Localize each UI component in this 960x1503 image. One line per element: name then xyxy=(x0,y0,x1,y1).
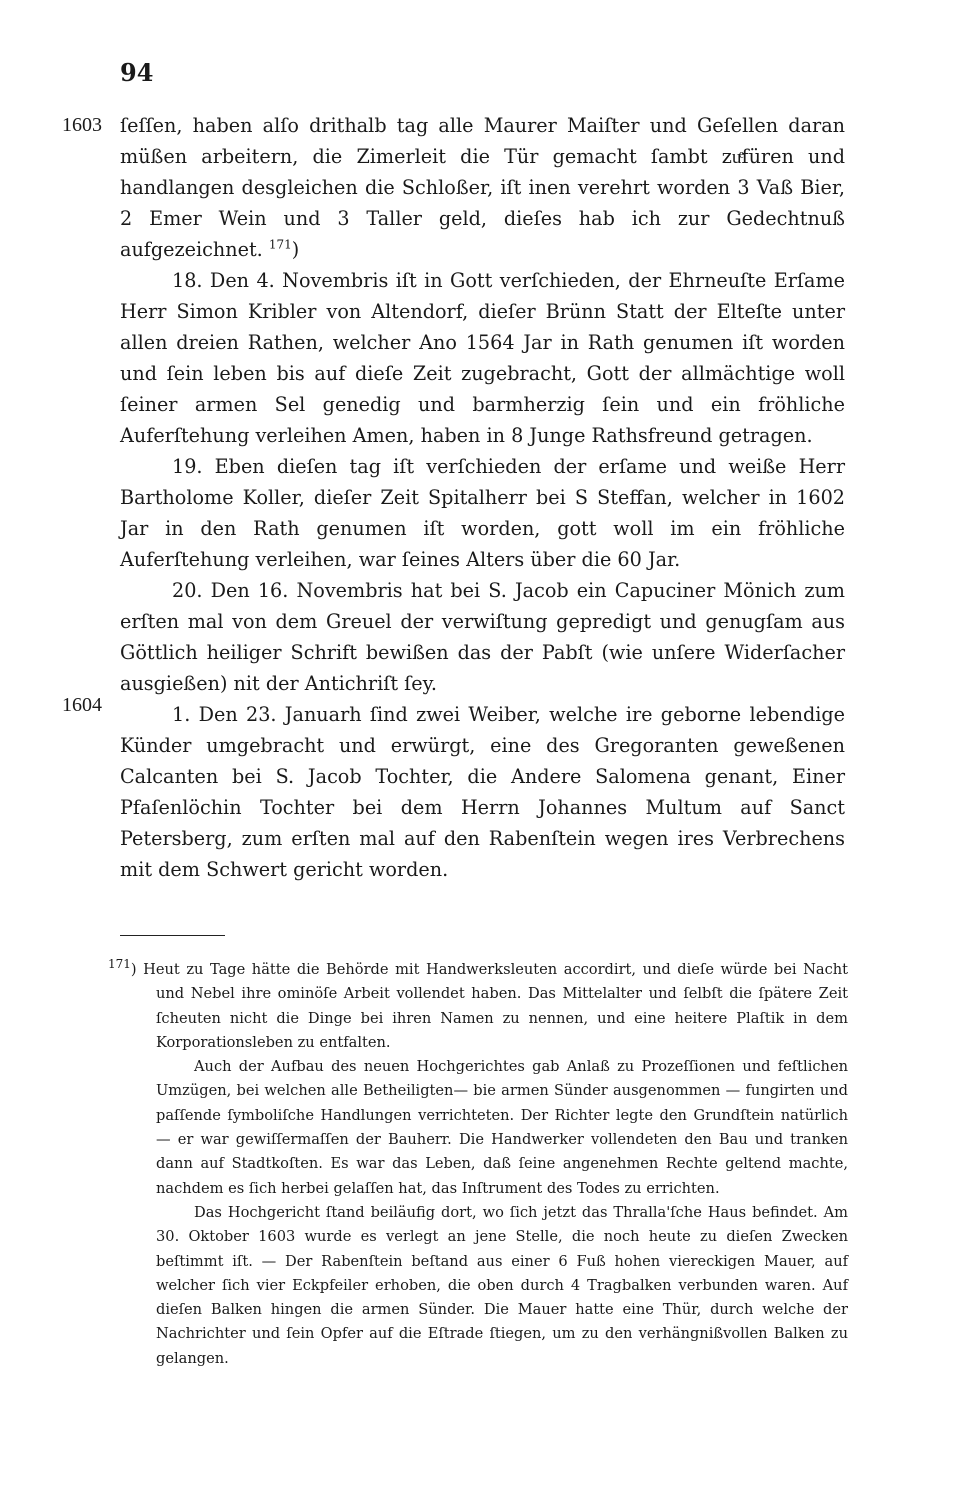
footnote-paragraph-2: Auch der Aufbau des neuen Hochgerichtes gab Anlaß zu Prozeſſionen und feſtlichen Umzügen, bei welchen alle Betheiligten— bie armen Sünder ausgenommen — fungirten und paſſende ſymboliſche Handlungen verrichteten. Der Richter legte den Grundſtein natürlich — er war gewiſſermaſſen der Bauherr. Die Handwerker vollendeten den Bau und tranken dann auf Stadtkoſten. Es war das Leben, daß ſeine angenehmen Rechte geltend machte, nachdem es ſich herbei gelaſſen hat, das Inſtrument des Todes zu errichten. xyxy=(156,1058,848,1197)
paragraph-continuation xyxy=(120,110,845,265)
footnotes xyxy=(108,958,848,1371)
paragraph-entry-19: 19. Eben dieſen tag iſt verſchieden der erſame und weiße Herr Bartholome Koller, dieſer Zeit Spitalherr bei S Steffan, welcher in 1602 Jar in den Rath genumen iſt worden, gott woll im ein fröhliche Auferſtehung verleihen, war ſeines Alters über die 60 Jar. xyxy=(120,455,845,571)
main-text xyxy=(120,110,845,885)
footnote-text: Heut zu Tage hätte die Behörde mit Handwerksleuten accordirt, und dieſe würde bei Nacht und Nebel ihre ominöſe Arbeit vollendet haben. Das Mittelalter und ſelbſt die ſpätere Zeit ſcheuten nicht die Dinge bei ihren Namen zu nennen, und eine heitere Plaſtik in dem Korporationsleben zu entfalten. xyxy=(143,961,849,1051)
footnote-marker: 171 xyxy=(108,957,131,972)
footnote-171 xyxy=(108,958,848,1055)
margin-year-1604: 1604 xyxy=(62,694,102,716)
footnote-marker-bracket: ) xyxy=(130,961,137,978)
footnote-divider xyxy=(120,935,225,936)
footnote-reference: 171 xyxy=(268,237,292,252)
paragraph-text: ſeſſen, haben alſo drithalb tag alle Maurer Maiſter und Geſellen daran müßen arbeitern, die Zimerleit die Tür gemacht ſambt zuͤfüren und handlangen desgleichen die Schloßer, iſt inen verehrt worden 3 Vaß Bier, 2 Emer Wein und 3 Taller geld, dieſes hab ich zur Gedechtnuß aufgezeichnet. xyxy=(120,114,845,261)
paragraph-entry-1604-1: 1. Den 23. Januarh ſind zwei Weiber, welche ire geborne lebendige Künder umgebracht und erwürgt, eine des Gregoranten geweßenen Calcanten bei S. Jacob Tochter, die Andere Salomena genant, Einer Pfaſenlöchin Tochter bei dem Herrn Johannes Multum auf Sanct Petersberg, zum erſten mal auf den Rabenſtein wegen ires Verbrechens mit dem Schwert gericht worden. xyxy=(120,703,845,881)
paragraph-entry-20: 20. Den 16. Novembris hat bei S. Jacob ein Capuciner Mönich zum erſten mal von dem Greuel der verwiſtung gepredigt und genugſam aus Göttlich heiliger Schrift bewißen das der Pabſt (wie unſere Widerſacher ausgießen) nit der Antichriſt ſey. xyxy=(120,579,845,695)
page-number: 94 xyxy=(120,58,154,87)
footnote-paragraph-3: Das Hochgericht ſtand beiläufig dort, wo ſich jetzt das Thralla'ſche Haus befindet. Am 30. Oktober 1603 wurde es verlegt an jene Stelle, die noch heute zu dieſen Zwecken beſtimmt iſt. — Der Rabenſtein beſtand aus einer 6 Fuß hohen viereckigen Mauer, auf welcher ſich vier Eckpfeiler erhoben, die oben durch 4 Tragbalken verbunden waren. Auf dieſen Balken hingen die armen Sünder. Die Mauer hatte eine Thür, durch welche der Nachrichter und ſein Opfer auf die Eſtrade ſtiegen, um zu den verhängnißvollen Balken zu gelangen. xyxy=(156,1203,848,1367)
margin-year-1603: 1603 xyxy=(62,114,102,136)
paragraph-entry-18: 18. Den 4. Novembris iſt in Gott verſchieden, der Ehrneuſte Erſame Herr Simon Kribler von Altendorf, dieſer Brünn Statt der Elteſte unter allen dreien Rathen, welcher Ano 1564 Jar in Rath genumen iſt worden und ſein leben bis auf dieſe Zeit zugebracht, Gott der allmächtige woll ſeiner armen Sel genedig und barmherzig ſein und ein fröhliche Auferſtehung verleihen Amen, haben in 8 Junge Rathsfreund getragen. xyxy=(120,269,845,447)
footnote-reference-bracket: ) xyxy=(291,238,300,261)
